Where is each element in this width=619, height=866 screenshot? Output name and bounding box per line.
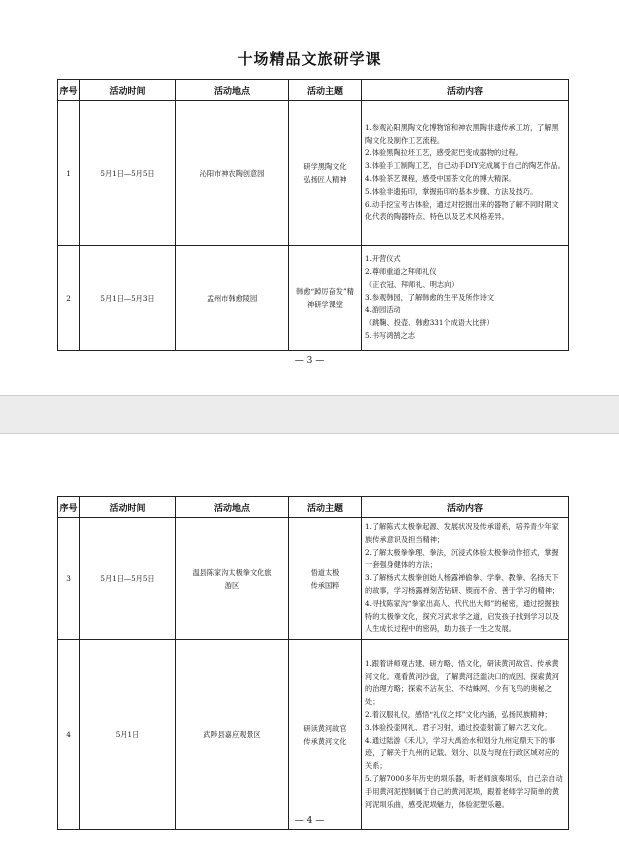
- content-item: 3.了解杨式太极拳创始人杨露禅偷拳、学拳、教拳、名扬天下的故事，学习杨露禅刻苦钻研、锲而不舍、善于学习的精神；: [365, 573, 560, 595]
- row-no: 4: [58, 640, 80, 830]
- table-row: [58, 518, 569, 640]
- content-item: （跳鞠、投壶、韩愈331个成语大比拼）: [365, 318, 494, 328]
- content-item: 5.书写鸿鹄之志: [365, 330, 415, 340]
- content-item: 3.参观韩园，了解韩愈的生平及所作诗文: [365, 292, 495, 302]
- content-item: 5.体验非遗拓印，掌握拓印的基本步骤、方法及技巧。: [365, 186, 538, 196]
- content-item: 6.动手挖宝考古体验，通过对挖掘出来的器物了解不同时期文化代表的陶器特点、特色以及艺术风格差异。: [365, 199, 559, 222]
- header-time: 活动时间: [80, 80, 176, 101]
- header-theme: 活动主题: [289, 80, 362, 101]
- content-item: 5.了解7000多年历史的埙乐器，听老师演奏埙乐，自己亲自动手用黄河泥捏制属于自己的黄河泥埙，跟着老师学习简单的黄河泥埙乐曲，感受泥埙魅力，体验泥塑乐趣。: [365, 774, 563, 809]
- content-item: 1.了解陈式太极拳起源、发展状况及传承谱系，培养青少年家族传承意识及担当精神；: [365, 522, 559, 544]
- theme-line: 研读黄河故官: [303, 723, 347, 733]
- content-item: 2.着汉服礼仪，感悟“礼仪之邦”文化内涵，弘扬民族精神；: [365, 710, 552, 720]
- content-item: 4.体验茶艺课程，感受中国茶文化的博大精深。: [365, 174, 516, 183]
- row-content: [362, 246, 569, 351]
- content-item: 1.参观沁阳黑陶文化博物馆和神农黑陶非遗传承工坊，了解黑陶文化及制作工艺流程。: [365, 122, 559, 145]
- header-no: 序号: [58, 80, 80, 101]
- row-theme: [289, 518, 362, 640]
- content-item: 4.游园活动: [365, 305, 401, 315]
- content-item: 2.尊师重道之拜师礼仪: [365, 267, 437, 276]
- row-no: 1: [58, 101, 80, 246]
- content-item: （正衣冠、拜师礼、明志向）: [365, 279, 459, 289]
- page-number: — 4 —: [294, 816, 325, 826]
- page-title: 十场精品文旅研学课: [237, 50, 382, 68]
- header-content: 活动内容: [362, 497, 569, 518]
- place-line: 游区: [224, 580, 240, 590]
- content-item: 3.体验投壶网礼、君子习射，通过投壶射箭了解六艺文化。: [365, 722, 552, 732]
- activity-table: [57, 79, 569, 351]
- header-place: 活动地点: [176, 497, 289, 518]
- content-item: 3.体验手工制陶工艺，自己动手DIY完成属于自己的陶艺作品。: [365, 161, 565, 171]
- header-place: 活动地点: [176, 80, 289, 101]
- content-item: 2.了解太极拳拳理、拳法，沉浸式体验太极拳动作招式，掌握一套强身健体的方法；: [365, 547, 559, 570]
- row-time: 5月1日: [80, 640, 176, 830]
- theme-line: 弘扬匠人精神: [303, 175, 347, 184]
- table-row: [58, 101, 569, 246]
- header-theme: 活动主题: [289, 497, 362, 518]
- content-item: 1.跟着讲师观古建、研方略、悟文化，研读黄河故官、传承黄河文化。观看黄河沙盘，了解黄河泛滥决口的成因、探索黄河的治理方略；探索不沾灰尘、不结蛛网、少有飞鸟的奥秘之处；: [365, 658, 560, 707]
- theme-line: 悟道太极: [310, 567, 340, 577]
- header-no: 序号: [58, 497, 80, 518]
- row-place: 沁阳市神农陶创意园: [176, 101, 289, 246]
- row-theme: [289, 246, 362, 351]
- table-header-row: [58, 497, 569, 518]
- content-item: 4.寻找陈家沟“拳家出高人、代代出大师”的秘密，通过挖掘独特的太极拳文化，探究习武求学之道，启发孩子找到学习以及人生成长过程中的密码，助力孩子一生之发展。: [365, 598, 560, 634]
- place-line: 温县陈家沟太极拳文化旅: [192, 567, 272, 577]
- table-row: [58, 640, 569, 830]
- theme-line: 传承国粹: [310, 580, 340, 590]
- row-no: 2: [58, 246, 80, 351]
- theme-line: 传承黄河文化: [303, 736, 347, 746]
- page-number: — 3 —: [294, 356, 325, 366]
- row-place: 孟州市韩愈陵园: [176, 246, 289, 351]
- row-theme: [289, 640, 362, 830]
- row-content: [362, 518, 569, 640]
- row-time: 5月1日—5月5日: [80, 101, 176, 246]
- content-item: 1.开营仪式: [365, 254, 401, 264]
- activity-table: [57, 496, 569, 830]
- theme-line: 研学黑陶文化: [303, 162, 347, 171]
- document-page-4: [0, 433, 619, 866]
- row-content: [362, 640, 569, 830]
- row-no: 3: [58, 518, 80, 640]
- theme-line: 韩愈“踔厉奋发”精: [296, 287, 354, 296]
- row-time: 5月1日—5月3日: [80, 246, 176, 351]
- theme-line: 神研学课堂: [307, 300, 343, 309]
- header-time: 活动时间: [80, 497, 176, 518]
- row-time: 5月1日—5月5日: [80, 518, 176, 640]
- content-item: 2.体验黑陶拉坯工艺，感受泥巴变成器物的过程。: [365, 148, 523, 158]
- row-theme: [289, 101, 362, 246]
- document-page-3: [0, 0, 619, 396]
- row-place: 武陟县嘉应观景区: [176, 640, 289, 830]
- table-header-row: [58, 80, 569, 101]
- row-place: [176, 518, 289, 640]
- content-item: 4.通过陆游《禾儿》，学习大禹治水和划分九州定鼎天下的事迹，了解关于九州的记载、划分、以及与现在行政区域对应的关系；: [365, 735, 560, 771]
- header-content: 活动内容: [362, 80, 569, 101]
- table-row: [58, 246, 569, 351]
- row-content: [362, 101, 569, 246]
